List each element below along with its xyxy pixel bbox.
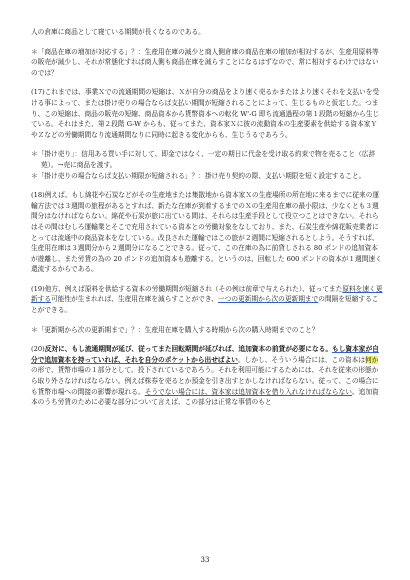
paragraph-18: (18)例えば、もし綿花や石炭などがその生産地または集散地から資本家Ｘの生産場所の所在地に来るまでに従来の運輸方法では３週間の旅程があるとすれば、新たな在庫が到着するまでのＸの生産用在庫の最小限は、少なくとも３週間分はなければならない。綿花や石炭が旅に出ている間は、それらは生産手段として役立つことはできない。それらはその間はむしろ運輸業とそこで充用されている資本との労働対象をなしており、また、石炭生産や綿花販売業者にとっては流通中の商品資本をなしている。改良された運輸ではこの旅が２週間に短縮されるとしよう。そうすれば、生産用在庫は３週間分から２週間分になることできる。従って、この在庫の為に前貸しされる 80 ポンドの追加資本が遊離し、また労賃の為の 20 ポンドの追加資本も遊離する。というのは、回転した 600 ポンドの資本が１週間速く還流するからである。 xyxy=(31,191,382,274)
note-inventory-increase: ＊「商品在庫の増加が対応する」？：生産用在庫の減少と商人側倉庫の商品在庫の増加が相対するが、生産用原料等の販売が減少し、それが常態化すれば商人側も商品在庫を減らすことになるはずなので、常に相対するわけではないのでは？ xyxy=(31,47,379,77)
underline-text: 一つの更新期から次の更新期まで xyxy=(217,295,319,304)
paragraph-20: (20)反対に、もし流通期間が延び、従ってまた回転期間が延びれば、追加資本の前貸が必要になる。もし資本家が自分で追加資本を持っていれば、それを自分のポケットから出せばよい。しかし、そういう場合には、この資本は何かの形で、貨幣市場の１部分として、投下されているであろう。それを利用可能にするためには、それを従来の形態から取り外さなければならない。例えば株券を売るとか預金を引き出すとかしなければならない。従って、この場合にも貨幣市場への間接の影響が現れる。そうでない場合には、資本家は追加資本を借り入れなければならない。追加資本のうち労賃のために必要な部分について言えば、この部分は正常な事情のもと xyxy=(31,345,379,407)
note-credit-sale: ＊「掛け売り」：信用ある買い手に対して、即金ではなく、一定の期日に代金を受け取る約束で物を売ること（広辞苑）。→売に商品を渡す。 xyxy=(31,150,376,169)
note-credit-term: ＊「掛け売りの場合ならば支払い期限が短縮される」？：掛け売り契約の際、支払い期限を短く設定すること。 xyxy=(31,171,366,180)
underline-text: そうでない場合には、資本家は追加資本を借り入れなければならない xyxy=(144,387,352,396)
page-content xyxy=(31,27,383,417)
bold-text: 反対に、もし流通期間が延び、従ってまた回転期間が延びれば、追加資本の前貸が必要になる。 xyxy=(44,345,333,354)
paragraph-continuation: 人の倉庫に商品として寝ている期間が長くなるのである。 xyxy=(31,28,205,36)
note-renewal-period: ＊「更新期から次の更新期まで」？：生産用在庫を購入する時期から次の購入時期までのこと？ xyxy=(31,325,319,334)
highlight-text: 何か xyxy=(365,355,379,364)
underline-text: もし資本家が自分で追加資本を持っていれば、それを自分のポケットから出せばよい xyxy=(31,345,379,364)
underline-text: 原料を速く更新する xyxy=(31,284,383,304)
paragraph-19: (19)他方、例えば原料を供給する資本の労働期間が短縮され（その例は前章で与えられた）、従ってまた原料を速く更新する可能性が生まれれば、生産用在庫を減らすことができ、一つの更新期から次の更新期までの間隔を短縮することができる。 xyxy=(31,284,383,315)
page-number: 33 xyxy=(200,556,210,564)
paragraph-17: (17)これまでは、事業Ｘでの流通期間の短縮は、Ｘが自分の商品をより速く売るかまたはより速くそれを支払いを受ける事によって、または掛け売りの場合ならば支払い期間が短縮されることによって、生じるものと仮定した。つまり、この短縮は、商品の販売の短縮、商品資本から貨幣資本への転化 W'-G 即ち流通過程の第１段階の短縮から生じている。それはまた、第２段階 G-W からも、従ってまた、資本家Ｘに彼の流動資本の生産要素を供給する資本家ＹやＺなどの労働期間なり流通期間なりに同時に起きる変化からも、生じうるであろう。 xyxy=(31,88,380,139)
